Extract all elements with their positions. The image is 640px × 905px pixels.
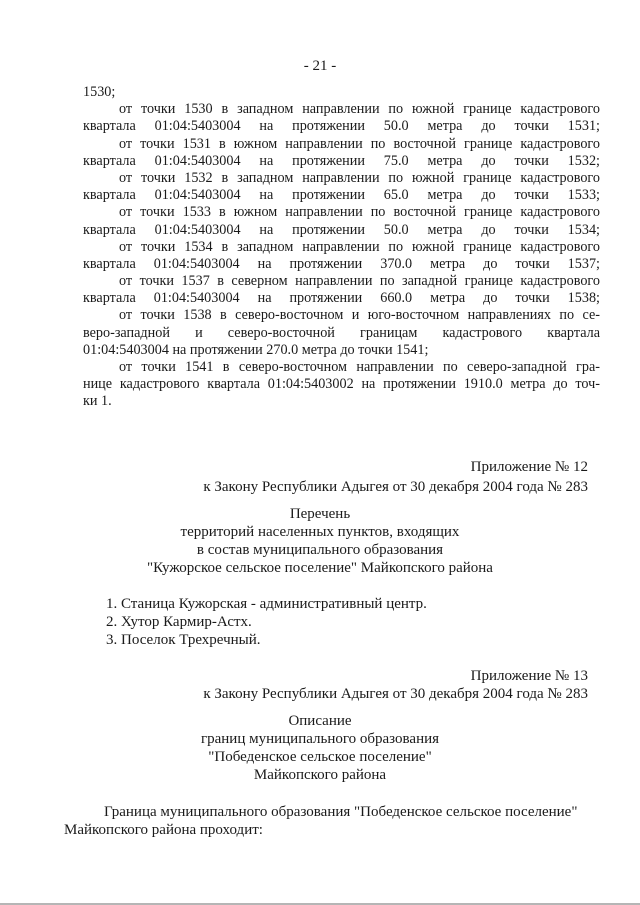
appendix-13-law-reference: к Закону Республики Адыгея от 30 декабря 2004 года № 283 (203, 686, 588, 702)
text-line: 01:04:5403004 на протяжении 270.0 метра до точки 1541; (83, 341, 429, 358)
text-line: нице кадастрового квартала 01:04:5403002 на протяжении 1910.0 метра до точ- (83, 376, 600, 393)
settlement-list-item: 1. Станица Кужорская - административный центр. (106, 596, 427, 612)
appendix-13-number: Приложение № 13 (470, 668, 588, 684)
text-line: квартала 01:04:5403004 на протяжении 660.0 метра до точки 1538; (83, 290, 600, 307)
paragraph-line: Майкопского района проходит: (64, 822, 263, 838)
appendix-12-subheading: "Кужорское сельское поселение" Майкопского района (147, 560, 493, 576)
appendix-13-subheading: Майкопского района (253, 767, 387, 783)
text-line: от точки 1530 в западном направлении по южной границе кадастрового (119, 101, 600, 118)
appendix-13-subheading: "Победенское сельское поселение" (208, 749, 432, 765)
settlement-list-item: 3. Поселок Трехречный. (106, 632, 261, 648)
text-line: квартала 01:04:5403004 на протяжении 65.0 метра до точки 1533; (83, 187, 600, 204)
text-line: ки 1. (83, 393, 112, 410)
text-line: квартала 01:04:5403004 на протяжении 75.0 метра до точки 1532; (83, 152, 600, 169)
text-line: квартала 01:04:5403004 на протяжении 50.0 метра до точки 1531; (83, 118, 600, 135)
page-number: - 21 - (303, 58, 337, 74)
boundary-description (83, 84, 600, 411)
text-line: квартала 01:04:5403004 на протяжении 370.0 метра до точки 1537; (83, 255, 600, 272)
text-line: от точки 1541 в северо-восточном направлении по северо-западной гра- (119, 359, 600, 375)
text-line: от точки 1533 в южном направлении по восточной границе кадастрового (119, 204, 600, 221)
appendix-12-law-reference: к Закону Республики Адыгея от 30 декабря 2004 года № 283 (203, 479, 588, 495)
text-line: от точки 1531 в южном направлении по восточной границе кадастрового (119, 135, 600, 152)
appendix-12-subheading: территорий населенных пунктов, входящих (180, 524, 460, 540)
text-line: от точки 1534 в западном направлении по южной границе кадастрового (119, 238, 600, 255)
text-line: квартала 01:04:5403004 на протяжении 50.0 метра до точки 1534; (83, 221, 600, 238)
appendix-12-heading: Перечень (289, 506, 351, 522)
settlement-list-item: 2. Хутор Кармир-Астх. (106, 614, 252, 630)
appendix-13-subheading: границ муниципального образования (200, 731, 440, 747)
text-line: 1530; (83, 84, 116, 100)
appendix-12-number: Приложение № 12 (470, 459, 588, 475)
text-line: от точки 1532 в западном направлении по южной границе кадастрового (119, 169, 600, 186)
text-line: от точки 1538 в северо-восточном и юго-восточном направлениях по се- (119, 307, 600, 324)
text-line: веро-западной и северо-восточной границам кадастрового квартала (83, 324, 600, 341)
appendix-12-subheading: в состав муниципального образования (196, 542, 444, 558)
appendix-13-heading: Описание (288, 713, 352, 729)
paragraph-line: Граница муниципального образования "Победенское сельское поселение" (104, 804, 578, 820)
text-line: от точки 1537 в северном направлении по западной границе кадастрового (119, 273, 600, 290)
